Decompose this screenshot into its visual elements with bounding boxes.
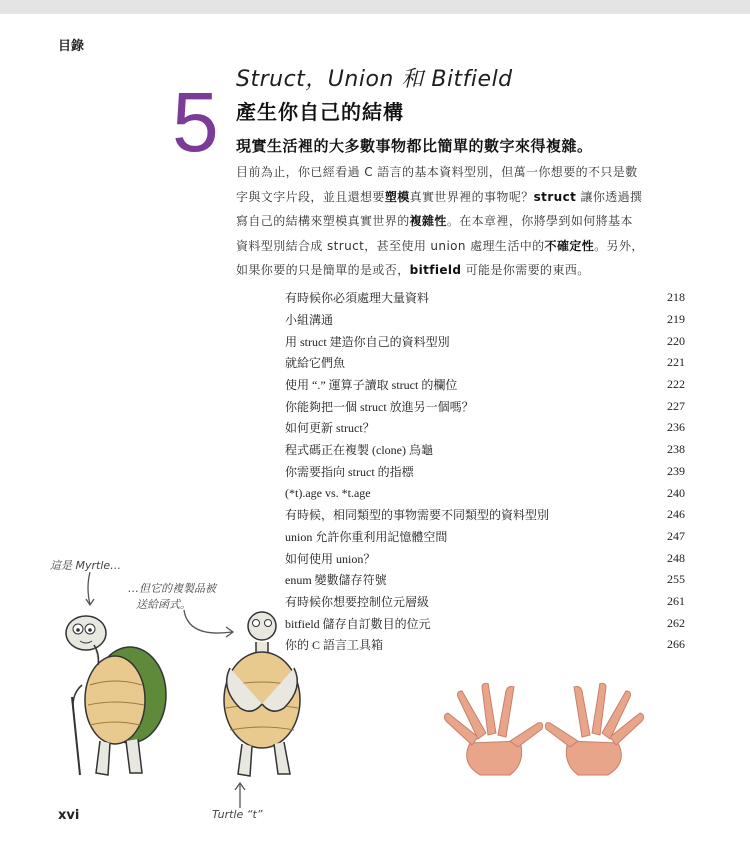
toc-entry[interactable] — [285, 482, 685, 504]
toc-page: 236 — [667, 420, 685, 435]
toc-entry[interactable] — [285, 461, 685, 483]
toc-page: 246 — [667, 507, 685, 522]
note-clone-line1: …但它的複製品被 — [128, 582, 216, 595]
toc-entry[interactable] — [285, 526, 685, 548]
chapter-title: 產生你自己的結構 — [236, 100, 404, 124]
running-header: 目錄 — [58, 39, 85, 54]
arrow-to-myrtle — [80, 570, 100, 610]
toc-page: 255 — [667, 572, 685, 587]
toc-page: 266 — [667, 637, 685, 652]
toc-page: 262 — [667, 615, 685, 630]
toc-title: (*t).age vs. *t.age — [285, 485, 371, 500]
toc-entry[interactable] — [285, 309, 685, 331]
toc-entry[interactable] — [285, 439, 685, 461]
myrtle-turtle-illustration — [60, 605, 170, 785]
left-hand-illustration — [440, 683, 545, 778]
note-clone-line2: 送給函式。 — [136, 598, 191, 611]
right-hand-illustration — [543, 683, 648, 778]
toc-entry[interactable] — [285, 634, 685, 656]
toc-title: 你的 C 語言工具箱 — [285, 638, 384, 653]
turtle-t-illustration — [212, 608, 312, 783]
toc-page: 220 — [667, 333, 685, 348]
toc-page: 222 — [667, 377, 685, 392]
toc-title: 你能夠把一個 struct 放進另一個嗎？ — [285, 399, 474, 414]
toc-entry[interactable] — [285, 330, 685, 352]
top-bar — [0, 0, 750, 14]
toc-entry[interactable] — [285, 591, 685, 613]
toc-page: 221 — [667, 355, 685, 370]
toc-title: 用 struct 建造你自己的資料型別 — [285, 334, 450, 349]
toc-page: 219 — [667, 312, 685, 327]
arrow-to-turtle-t — [230, 780, 250, 810]
toc-title: 如何更新 struct？ — [285, 421, 375, 436]
toc-title: 有時候，相同類型的事物需要不同類型的資料型別 — [285, 508, 550, 523]
table-of-contents — [285, 287, 685, 656]
toc-title: enum 變數儲存符號 — [285, 573, 387, 588]
toc-entry[interactable] — [285, 352, 685, 374]
chapter-subtitle: Struct，Union 和 Bitfield — [236, 67, 513, 92]
toc-entry[interactable] — [285, 612, 685, 634]
note-myrtle: 這是 Myrtle… — [50, 559, 122, 572]
toc-title: 使用 “.” 運算子讀取 struct 的欄位 — [285, 378, 458, 393]
toc-title: 有時候你想要控制位元層級 — [285, 594, 430, 609]
toc-entry[interactable] — [285, 547, 685, 569]
toc-page: 238 — [667, 442, 685, 457]
toc-title: 有時候你必須處理大量資料 — [285, 291, 430, 306]
toc-entry[interactable] — [285, 569, 685, 591]
toc-entry[interactable] — [285, 417, 685, 439]
toc-entry[interactable] — [285, 395, 685, 417]
toc-entry[interactable] — [285, 504, 685, 526]
toc-title: union 允許你重利用記憶體空間 — [285, 529, 448, 544]
page-number: xvi — [58, 808, 80, 823]
toc-title: 如何使用 union？ — [285, 551, 376, 566]
toc-page: 239 — [667, 463, 685, 478]
toc-page: 227 — [667, 398, 685, 413]
toc-title: 就給它們魚 — [285, 356, 346, 371]
toc-title: 程式碼正在複製 (clone) 烏龜 — [285, 443, 433, 458]
toc-title: 你需要指向 struct 的指標 — [285, 464, 414, 479]
toc-page: 248 — [667, 550, 685, 565]
chapter-intro: 目前為止，你已經看過 C 語言的基本資料型別，但萬一你想要的不只是數 字與文字片段，並且還想要塑模真實世界裡的事物呢？struct 讓你透過撰 寫自己的結構來塑模真實世界的複雜性。在本章裡，你將學到如何將基本 資料型別結合成 struct，甚至使用 union 處理生活中的不確定性。另外， 如果你要的只是簡單的是或否，bitfield 可能是你需要的東西。 — [236, 165, 644, 277]
toc-entry[interactable] — [285, 287, 685, 309]
toc-title: 小組溝通 — [285, 313, 334, 328]
toc-page: 261 — [667, 593, 685, 608]
chapter-number: 5 — [172, 75, 219, 169]
toc-entry[interactable] — [285, 374, 685, 396]
chapter-lead: 現實生活裡的大多數事物都比簡單的數字來得複雜。 — [236, 137, 593, 155]
toc-page: 247 — [667, 528, 685, 543]
toc-page: 240 — [667, 485, 685, 500]
note-turtle-t: Turtle “t” — [212, 808, 263, 821]
toc-page: 218 — [667, 290, 685, 305]
toc-title: bitfield 儲存自訂數目的位元 — [285, 616, 431, 631]
